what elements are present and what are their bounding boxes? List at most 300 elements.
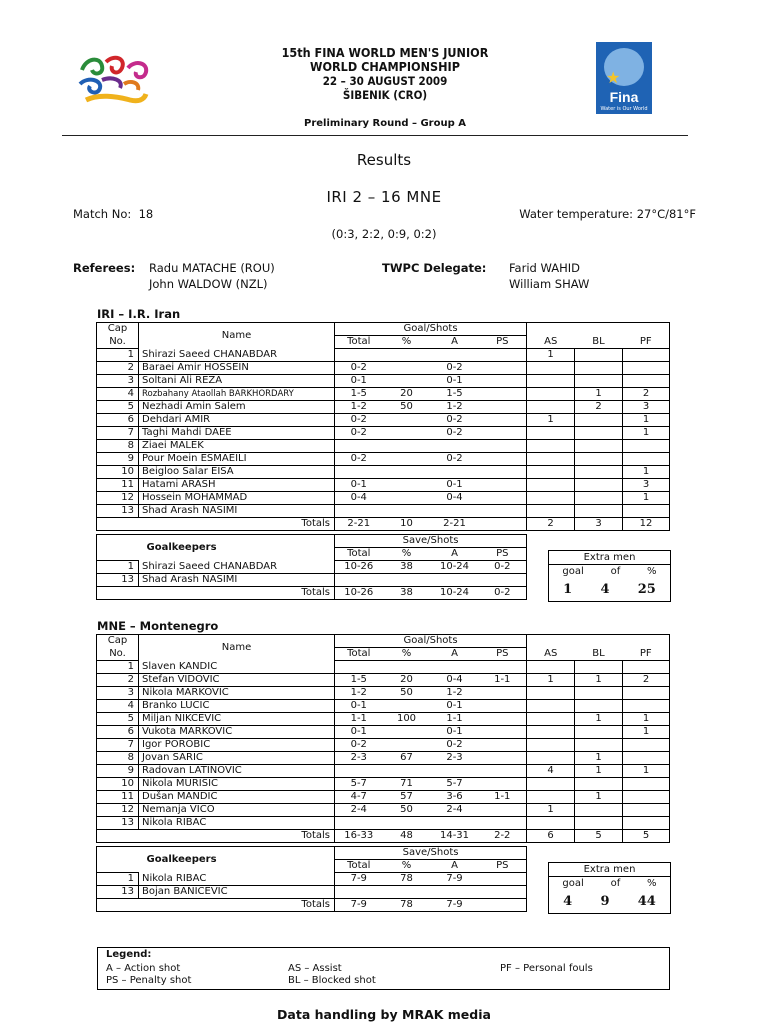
player-penalty: 1-1 [479,791,527,804]
player-blocked: 1 [575,674,623,687]
player-total: 4-7 [335,791,383,804]
gk-header-spacer [97,847,139,860]
totals-pct: 10 [383,518,431,531]
player-blocked [575,479,623,492]
player-total [335,440,383,453]
player-penalty [479,375,527,388]
goalkeeper-name: Shirazi Saeed CHANABDAR [139,561,335,574]
player-fouls [623,791,670,804]
delegate-label: TWPC Delegate: [382,261,487,275]
player-cap: 8 [97,752,139,765]
player-total: 0-1 [335,700,383,713]
player-row [97,401,670,414]
player-penalty [479,362,527,375]
player-row [97,440,670,453]
player-row [97,479,670,492]
player-fouls: 1 [623,466,670,479]
player-pct [383,440,431,453]
player-cap: 13 [97,505,139,518]
player-name: Nikola MARKOVIĆ [139,687,335,700]
fina-logo-text: Fina [609,89,639,105]
player-action: 1-2 [431,401,479,414]
player-row [97,661,670,674]
gk-totals-total: 10-26 [335,587,383,600]
player-total: 5-7 [335,778,383,791]
player-penalty [479,739,527,752]
player-pct: 100 [383,713,431,726]
player-total: 1-1 [335,713,383,726]
player-row [97,765,670,778]
player-total: 0-2 [335,414,383,427]
player-assist: 1 [527,804,575,817]
player-total: 1-5 [335,388,383,401]
player-action: 3-6 [431,791,479,804]
player-fouls [623,739,670,752]
player-blocked [575,726,623,739]
goalkeeper-action: 7-9 [431,873,479,886]
delegate-2: William SHAW [509,277,590,291]
player-fouls [623,778,670,791]
extra-men-pct-label: % [647,566,657,577]
column-header-action: A [431,336,479,349]
player-name: Nezhadi Amin Salem [139,401,335,414]
player-row [97,804,670,817]
player-blocked: 1 [575,388,623,401]
goalkeeper-action [431,574,479,587]
player-pct [383,739,431,752]
player-blocked [575,414,623,427]
player-cap: 1 [97,661,139,674]
player-action: 0-4 [431,674,479,687]
column-header-action: A [431,548,479,561]
player-cap: 9 [97,765,139,778]
player-blocked [575,505,623,518]
player-assist [527,440,575,453]
player-cap: 12 [97,804,139,817]
player-pct [383,765,431,778]
player-name: Nikola RIBAĆ [139,817,335,830]
water-temperature [519,207,696,221]
player-total [335,466,383,479]
water-temperature-value: 27°C/81°F [636,207,696,221]
player-row [97,388,670,401]
player-blocked: 2 [575,401,623,414]
player-action: 0-2 [431,739,479,752]
player-fouls [623,505,670,518]
legend-title: Legend: [106,949,152,960]
player-fouls: 3 [623,479,670,492]
player-row [97,375,670,388]
player-cap: 7 [97,739,139,752]
header-spacer [623,635,670,648]
player-fouls [623,362,670,375]
player-action: 0-2 [431,453,479,466]
player-assist [527,388,575,401]
player-name: Soltani Ali REZA [139,375,335,388]
player-penalty [479,661,527,674]
player-action [431,765,479,778]
gk-totals-total: 7-9 [335,899,383,912]
goalkeeper-name: Bojan BANIĆEVIĆ [139,886,335,899]
goalkeepers-label: Goalkeepers [139,535,335,561]
legend-action-shot: A – Action shot [106,963,181,974]
player-fouls [623,661,670,674]
player-assist [527,817,575,830]
column-header-fouls: PF [623,648,670,661]
player-cap: 4 [97,388,139,401]
water-temperature-label: Water temperature: [519,207,634,221]
legend-penalty-shot: PS – Penalty shot [106,975,192,986]
goalkeeper-row [97,886,527,899]
player-name: Igor POROBIĆ [139,739,335,752]
player-cap: 5 [97,713,139,726]
player-assist [527,362,575,375]
footer-credit: Data handling by MRAK media [277,1007,491,1022]
player-assist [527,375,575,388]
player-assist [527,739,575,752]
extra-men-pct: 25 [637,582,656,597]
player-fouls: 1 [623,427,670,440]
totals-blocked: 5 [575,830,623,843]
player-action [431,505,479,518]
player-pct: 50 [383,401,431,414]
gk-totals-action: 7-9 [431,899,479,912]
player-name: Stefan VIDOVIĆ [139,674,335,687]
goalkeeper-total [335,886,383,899]
column-header-total: Total [335,336,383,349]
totals-spacer [97,830,139,843]
match-number-label: Match No: [73,207,132,221]
player-cap: 8 [97,440,139,453]
column-header-assist: AS [527,648,575,661]
player-action: 0-1 [431,479,479,492]
player-action: 2-4 [431,804,479,817]
match-number-value: 18 [138,207,154,221]
gk-header-spacer [97,535,139,548]
player-penalty [479,492,527,505]
totals-fouls: 12 [623,518,670,531]
totals-spacer [97,587,139,600]
player-penalty [479,726,527,739]
player-cap: 10 [97,778,139,791]
player-action [431,349,479,362]
totals-penalty [479,518,527,531]
player-blocked [575,700,623,713]
player-blocked [575,453,623,466]
totals-label: Totals [139,899,335,912]
player-pct: 50 [383,804,431,817]
legend-assist: AS – Assist [288,963,342,974]
player-action: 0-1 [431,726,479,739]
player-penalty [479,505,527,518]
player-action: 1-5 [431,388,479,401]
column-header-save-shots: Save/Shots [335,535,527,548]
goalkeepers-label: Goalkeepers [139,847,335,873]
championship-logo [72,50,158,112]
player-penalty [479,440,527,453]
player-action: 0-2 [431,362,479,375]
event-dates: 22 – 30 AUGUST 2009 [322,74,448,88]
player-total: 1-5 [335,674,383,687]
goalkeeper-total: 10-26 [335,561,383,574]
player-name: Shad Arash NASIMI [139,505,335,518]
legend [97,947,670,990]
player-total [335,817,383,830]
player-cap: 3 [97,375,139,388]
player-row [97,739,670,752]
player-row [97,778,670,791]
player-pct [383,492,431,505]
player-cap: 4 [97,700,139,713]
player-penalty [479,765,527,778]
player-assist [527,713,575,726]
player-blocked [575,778,623,791]
championship-title [230,46,540,102]
player-stats-table [96,322,670,531]
player-blocked [575,375,623,388]
player-name: Jovan SARIĆ [139,752,335,765]
goalkeeper-cap: 1 [97,873,139,886]
player-assist [527,453,575,466]
extra-men-of: 4 [600,582,610,597]
totals-assist: 6 [527,830,575,843]
player-penalty [479,479,527,492]
player-blocked [575,804,623,817]
player-row [97,687,670,700]
player-blocked: 1 [575,791,623,804]
column-header-action: A [431,860,479,873]
goalkeeper-cap: 1 [97,561,139,574]
player-cap: 2 [97,674,139,687]
player-pct: 67 [383,752,431,765]
column-header-total: Total [335,648,383,661]
column-header-penalty: PS [479,860,527,873]
player-total [335,349,383,362]
column-header-blocked: BL [575,648,623,661]
player-cap: 6 [97,414,139,427]
player-cap: 9 [97,453,139,466]
player-fouls: 2 [623,388,670,401]
player-assist [527,492,575,505]
column-header-penalty: PS [479,548,527,561]
column-header-pct: % [383,336,431,349]
goalkeeper-table [96,846,527,912]
goalkeeper-cap: 13 [97,886,139,899]
header-spacer [527,323,575,336]
player-penalty [479,401,527,414]
player-pct [383,414,431,427]
player-fouls [623,349,670,362]
star-icon: ★ [606,68,621,87]
player-pct [383,362,431,375]
player-penalty [479,687,527,700]
fina-logo-subtitle: Water is Our World [600,106,648,112]
player-pct: 20 [383,388,431,401]
player-penalty [479,778,527,791]
player-fouls: 2 [623,674,670,687]
player-action: 1-2 [431,687,479,700]
totals-row [97,830,670,843]
player-row [97,674,670,687]
column-header-pct: % [383,548,431,561]
player-blocked [575,440,623,453]
player-total: 0-4 [335,492,383,505]
totals-blocked: 3 [575,518,623,531]
player-name: Nikola MURIŠIĆ [139,778,335,791]
referee-1: Radu MATACHE (ROU) [149,261,275,275]
player-name: Taghi Mahdi DAEE [139,427,335,440]
player-pct [383,505,431,518]
gk-header-spacer [97,548,139,561]
goalkeeper-cap: 13 [97,574,139,587]
player-name: Slaven KANDIĆ [139,661,335,674]
player-row [97,414,670,427]
player-blocked [575,466,623,479]
extra-men-box [548,550,671,602]
totals-row [97,518,670,531]
player-penalty [479,817,527,830]
event-location: ŠIBENIK (CRO) [342,88,428,102]
totals-label: Totals [139,830,335,843]
player-name: Dušan MANDIĆ [139,791,335,804]
player-assist [527,752,575,765]
player-assist [527,700,575,713]
totals-penalty: 2-2 [479,830,527,843]
goalkeeper-action: 10-24 [431,561,479,574]
player-row [97,817,670,830]
column-header-save-shots: Save/Shots [335,847,527,860]
gk-totals-row [97,899,527,912]
legend-blocked-shot: BL – Blocked shot [288,975,376,986]
goalkeeper-pct: 78 [383,873,431,886]
player-row [97,713,670,726]
totals-label: Totals [139,518,335,531]
player-penalty [479,752,527,765]
extra-men-goal: 1 [563,582,573,597]
player-total: 0-2 [335,427,383,440]
player-action [431,440,479,453]
player-total: 0-2 [335,739,383,752]
player-total [335,505,383,518]
player-fouls [623,687,670,700]
player-action: 2-3 [431,752,479,765]
player-name: Pour Moein ESMAEILI [139,453,335,466]
player-action: 0-2 [431,414,479,427]
column-header-no: No. [97,336,139,349]
column-header-total: Total [335,548,383,561]
totals-action: 14-31 [431,830,479,843]
column-header-pct: % [383,648,431,661]
goalkeeper-table [96,534,527,600]
player-blocked [575,687,623,700]
totals-spacer [97,899,139,912]
player-action: 0-1 [431,700,479,713]
gk-header-spacer [97,860,139,873]
totals-total: 16-33 [335,830,383,843]
player-action: 0-4 [431,492,479,505]
player-fouls [623,440,670,453]
player-action: 0-2 [431,427,479,440]
player-penalty [479,414,527,427]
header-spacer [527,635,575,648]
extra-men-title: Extra men [549,551,670,565]
column-header-name: Name [139,635,335,661]
player-penalty [479,804,527,817]
goalkeeper-total: 7-9 [335,873,383,886]
goalkeeper-total [335,574,383,587]
player-fouls [623,700,670,713]
player-name: Shirazi Saeed CHANABDAR [139,349,335,362]
column-header-total: Total [335,860,383,873]
player-blocked [575,427,623,440]
column-header-fouls: PF [623,336,670,349]
player-assist: 4 [527,765,575,778]
player-total: 1-2 [335,401,383,414]
player-name: Radovan LATINOVIĆ [139,765,335,778]
goalkeeper-row [97,873,527,886]
goalkeeper-penalty [479,873,527,886]
extra-men-title: Extra men [549,863,670,877]
player-cap: 13 [97,817,139,830]
player-total [335,661,383,674]
totals-assist: 2 [527,518,575,531]
player-fouls: 1 [623,414,670,427]
player-penalty [479,349,527,362]
player-assist [527,661,575,674]
player-cap: 5 [97,401,139,414]
player-row [97,349,670,362]
referee-2: John WALDOW (NZL) [149,277,268,291]
player-pct [383,661,431,674]
player-blocked: 1 [575,752,623,765]
player-pct [383,700,431,713]
player-blocked [575,739,623,752]
player-row [97,453,670,466]
totals-fouls: 5 [623,830,670,843]
player-penalty [479,713,527,726]
player-total: 2-4 [335,804,383,817]
goalkeeper-row [97,574,527,587]
gk-totals-action: 10-24 [431,587,479,600]
player-fouls: 1 [623,726,670,739]
totals-pct: 48 [383,830,431,843]
player-row [97,726,670,739]
player-total: 0-2 [335,453,383,466]
player-row [97,466,670,479]
title-line-1: 15th FINA WORLD MEN'S JUNIOR [281,45,489,60]
player-assist: 1 [527,414,575,427]
player-blocked [575,362,623,375]
player-cap: 6 [97,726,139,739]
goalkeeper-name: Nikola RIBAĆ [139,873,335,886]
column-header-cap: Cap [97,323,139,336]
totals-total: 2-21 [335,518,383,531]
goalkeeper-pct [383,574,431,587]
player-pct [383,466,431,479]
goalkeeper-penalty: 0-2 [479,561,527,574]
player-pct [383,453,431,466]
player-name: Nemanja VICO [139,804,335,817]
extra-men-of-label: of [610,878,621,889]
player-row [97,505,670,518]
player-pct [383,427,431,440]
player-assist [527,479,575,492]
player-assist [527,791,575,804]
player-blocked [575,817,623,830]
player-blocked [575,349,623,362]
player-pct [383,479,431,492]
goalkeeper-pct [383,886,431,899]
